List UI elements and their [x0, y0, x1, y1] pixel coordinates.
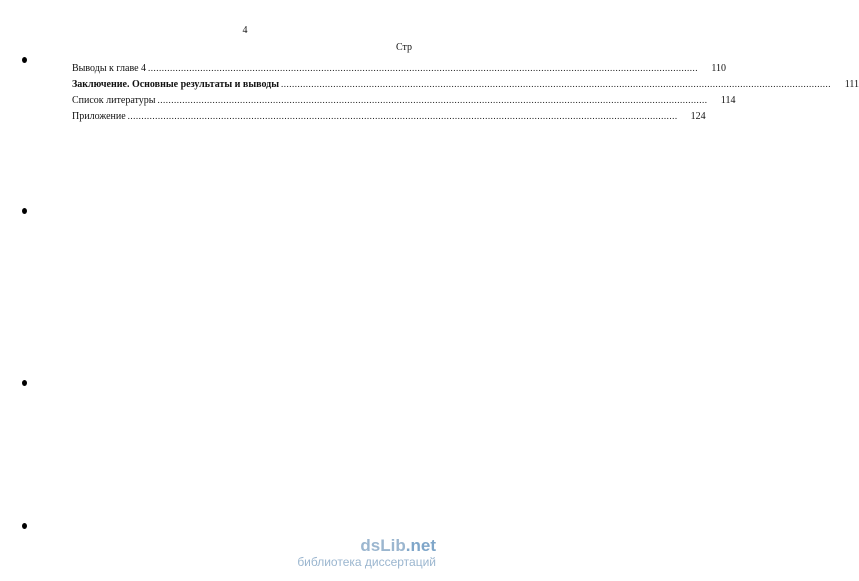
toc-entry-title: Заключение. Основные результаты и выводы: [72, 79, 280, 90]
punch-hole-mark: [22, 523, 27, 529]
punch-hole-mark: [22, 57, 27, 63]
punch-hole-mark: [22, 380, 27, 386]
punch-hole-mark: [22, 208, 27, 214]
toc-entry-title: Выводы к главе 4: [72, 63, 147, 74]
watermark-tagline: библиотека диссертаций: [297, 555, 436, 569]
page-number: 4: [242, 25, 248, 36]
toc-leader-dots: ........................................................................................................................................................................................................: [281, 79, 832, 89]
toc-entry-title: Приложение: [72, 111, 126, 122]
toc-leader-dots: ........................................................................................................................................................................................................: [157, 95, 708, 105]
page-column-header: Стр: [396, 42, 413, 53]
toc-leader-dots: ........................................................................................................................................................................................................: [127, 111, 678, 121]
toc-entry: [72, 108, 706, 124]
toc-entry-title: Список литературы: [72, 95, 156, 106]
toc-entry-page: 124: [690, 111, 706, 122]
watermark-logo: [297, 537, 436, 555]
watermark-brand-suffix: .net: [405, 536, 436, 555]
watermark-brand-main: dsLib: [360, 536, 406, 555]
toc-leader-dots: ........................................................................................................................................................................................................: [148, 63, 699, 73]
toc-entry: [72, 60, 727, 76]
toc-entry: [72, 92, 736, 108]
toc-entry: [72, 76, 859, 92]
toc-entry-page: 111: [844, 79, 859, 90]
watermark: [297, 537, 436, 569]
toc-entry-page: 114: [720, 95, 736, 106]
toc-entry-page: 110: [711, 63, 727, 74]
table-of-contents: [72, 60, 859, 124]
